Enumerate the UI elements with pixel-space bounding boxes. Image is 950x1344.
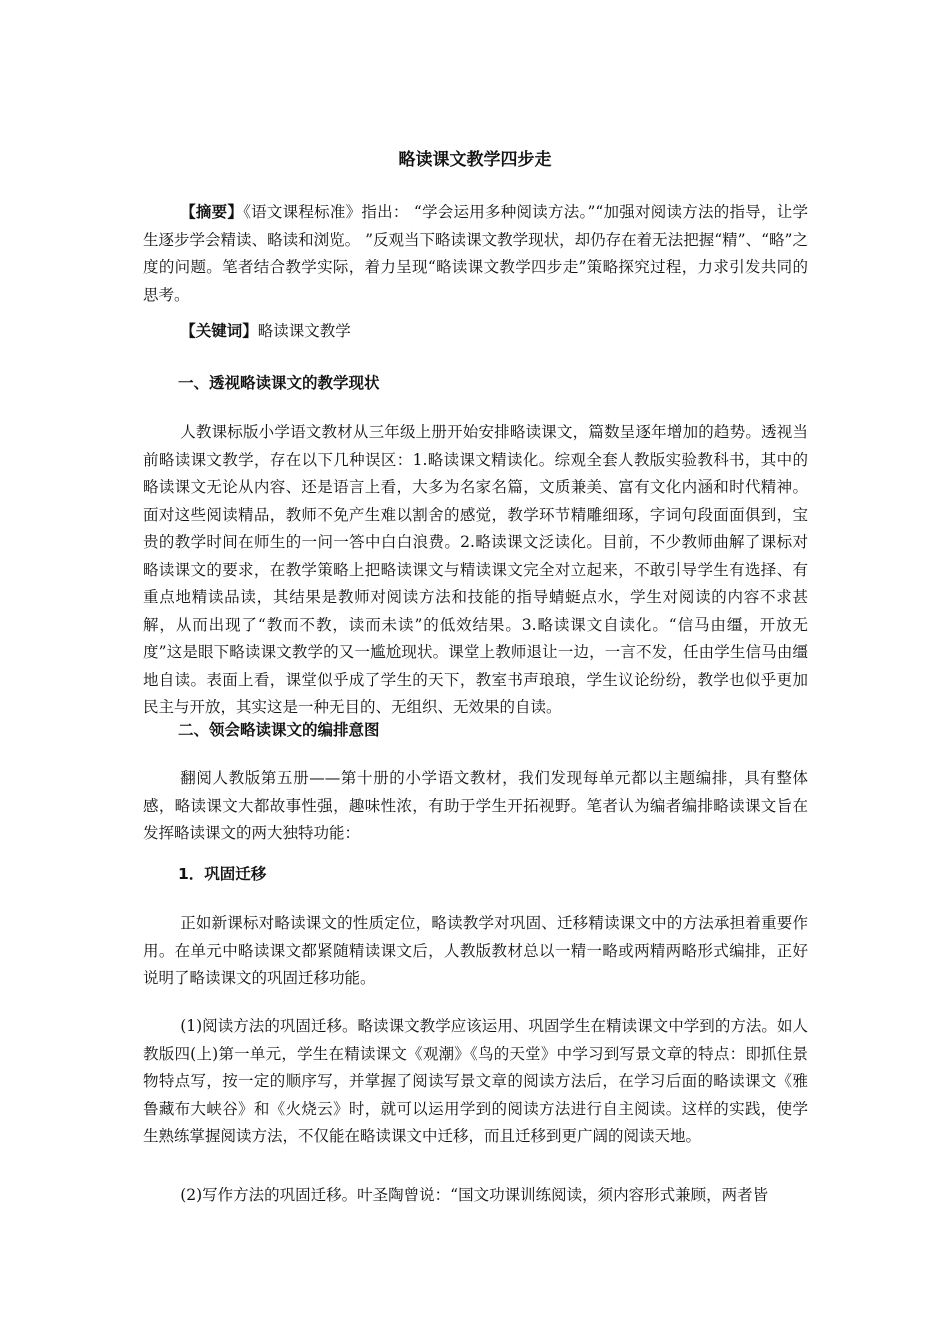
- section-1-paragraph: 人教课标版小学语文教材从三年级上册开始安排略读课文，篇数呈逐年增加的趋势。透视当前略读课文教学，存在以下几种误区：1.略读课文精读化。综观全套人教版实验教科书，其中的略读课文无论从内容、还是语言上看，大多为名家名篇，文质兼美、富有文化内涵和时代精神。面对这些阅读精品，教师不免产生难以割舍的感觉，教学环节精雕细琢，字词句段面面俱到，宝贵的教学时间在师生的一问一答中白白浪费。2.略读课文泛读化。目前，不少教师曲解了课标对略读课文的要求，在教学策略上把略读课文与精读课文完全对立起来，不敢引导学生有选择、有重点地精读品读，其结果是教师对阅读方法和技能的指导蜻蜓点水，学生对阅读的内容不求甚解，从而出现了“教而不教，读而未读”的低效结果。3.略读课文自读化。“信马由缰，开放无度”这是眼下略读课文教学的又一尴尬现状。课堂上教师退让一边，一言不发，任由学生信马由缰地自读。表面上看，课堂似乎成了学生的天下，教室书声琅琅，学生议论纷纷，教学也似乎更加民主与开放，其实这是一种无目的、无组织、无效果的自读。: [143, 423, 808, 716]
- abstract-text: 《语文课程标准》指出： “学会运用多种阅读方法。”“加强对阅读方法的指导，让学生逐步学会精读、略读和浏览。 ”反观当下略读课文教学现状，却仍存在着无法把握“精”、“略”之度的问题。笔者结合教学实际，着力呈现“略读课文教学四步走”策略探究过程，力求引发共同的思考。: [143, 203, 808, 304]
- abstract-paragraph: [143, 199, 808, 309]
- subsection-1-paragraph: 正如新课标对略读课文的性质定位，略读教学对巩固、迁移精读课文中的方法承担着重要作用。在单元中略读课文都紧随精读课文后，人教版教材总以一精一略或两精两略形式编排，正好说明了略读课文的巩固迁移功能。: [143, 914, 808, 987]
- subsection-heading-1: 1．巩固迁移: [178, 865, 267, 883]
- keywords-paragraph: [143, 318, 808, 346]
- item-2-paragraph: (2)写作方法的巩固迁移。叶圣陶曾说：“国文功课训练阅读，须内容形式兼顾，两者皆: [180, 1186, 769, 1204]
- document-title: 略读课文教学四步走: [398, 150, 552, 170]
- abstract-label: 【摘要】: [180, 203, 244, 221]
- section-heading-2: 二、领会略读课文的编排意图: [178, 721, 380, 739]
- section-heading-1: 一、透视略读课文的教学现状: [178, 374, 380, 392]
- item-1-paragraph: (1)阅读方法的巩固迁移。略读课文教学应该运用、巩固学生在精读课文中学到的方法。如人教版四(上)第一单元，学生在精读课文《观潮》《鸟的天堂》中学习到写景文章的特点：即抓住景物特点写，按一定的顺序写，并掌握了阅读写景文章的阅读方法后，在学习后面的略读课文《雅鲁藏布大峡谷》和《火烧云》时，就可以运用学到的阅读方法进行自主阅读。这样的实践，使学生熟练掌握阅读方法，不仅能在略读课文中迁移，而且迁移到更广阔的阅读天地。: [143, 1017, 808, 1145]
- keywords-text: 略读课文教学: [257, 322, 351, 340]
- section-2-paragraph: 翻阅人教版第五册——第十册的小学语文教材，我们发现每单元都以主题编排，具有整体感，略读课文大都故事性强，趣味性浓，有助于学生开拓视野。笔者认为编者编排略读课文旨在发挥略读课文的两大独特功能：: [143, 769, 808, 842]
- keywords-label: 【关键词】: [180, 322, 258, 340]
